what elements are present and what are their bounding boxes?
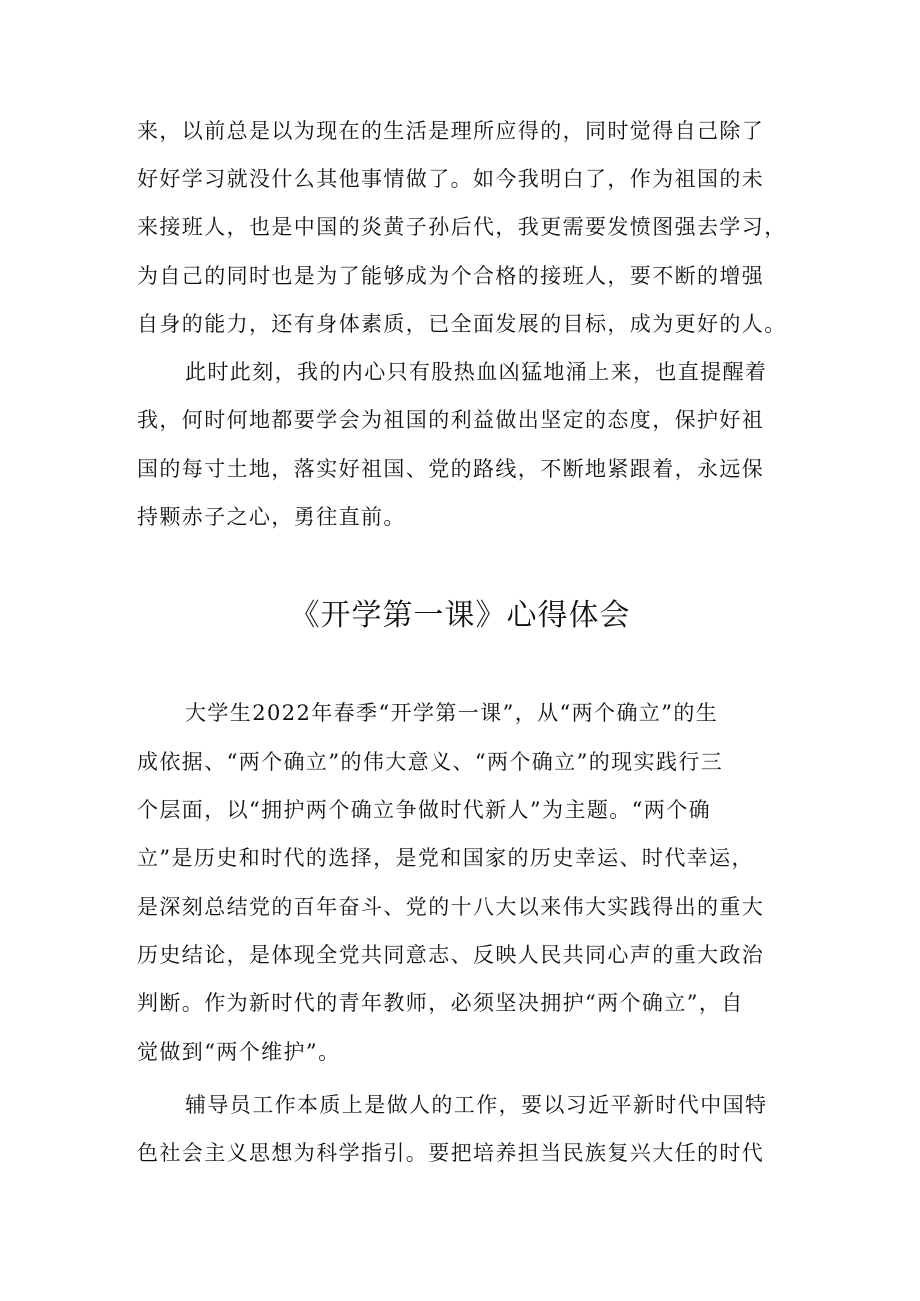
body-text-line: 大学生2022年春季“开学第一课”，从“两个确立”的生: [185, 701, 719, 725]
body-text-line: 持颗赤子之心，勇往直前。: [137, 505, 406, 529]
body-text-line: 历史结论，是体现全党共同意志、反映人民共同心声的重大政治: [137, 943, 765, 967]
body-text-line: 成依据、“两个确立”的伟大意义、“两个确立”的现实践行三: [137, 750, 724, 774]
body-text-line: 自身的能力，还有身体素质，已全面发展的目标，成为更好的人。: [137, 312, 787, 336]
body-text-line: 立”是历史和时代的选择，是党和国家的历史幸运、时代幸运，: [137, 846, 754, 870]
body-text-line: 来，以前总是以为现在的生活是理所应得的，同时觉得自己除了: [137, 119, 765, 143]
body-text-line: 是深刻总结党的百年奋斗、党的十八大以来伟大实践得出的重大: [137, 895, 765, 919]
body-text-line: 我，何时何地都要学会为祖国的利益做出坚定的态度，保护好祖: [137, 408, 765, 432]
body-text-line: 好好学习就没什么其他事情做了。如今我明白了，作为祖国的未: [137, 167, 765, 191]
body-text-line: 来接班人，也是中国的炎黄子孙后代，我更需要发愤图强去学习，: [137, 215, 787, 239]
body-text-line: 觉做到“两个维护”。: [137, 1040, 341, 1064]
body-text-line: 判断。作为新时代的青年教师，必须坚决拥护“两个确立”，自: [137, 991, 744, 1015]
body-text-line: 色社会主义思想为科学指引。要把培养担当民族复兴大任的时代: [137, 1141, 765, 1165]
body-text-line: 国的每寸土地，落实好祖国、党的路线，不断地紧跟着，永远保: [137, 457, 765, 481]
body-text-line: 此时此刻，我的内心只有股热血凶猛地涌上来，也直提醒着: [185, 360, 768, 384]
document-title: 《开学第一课》心得体会: [289, 598, 631, 633]
body-text-line: 为自己的同时也是为了能够成为个合格的接班人，要不断的增强: [137, 264, 765, 288]
body-text-line: 个层面，以“拥护两个确立争做时代新人”为主题。“两个确: [137, 798, 712, 822]
body-text-line: 辅导员工作本质上是做人的工作，要以习近平新时代中国特: [185, 1093, 768, 1117]
